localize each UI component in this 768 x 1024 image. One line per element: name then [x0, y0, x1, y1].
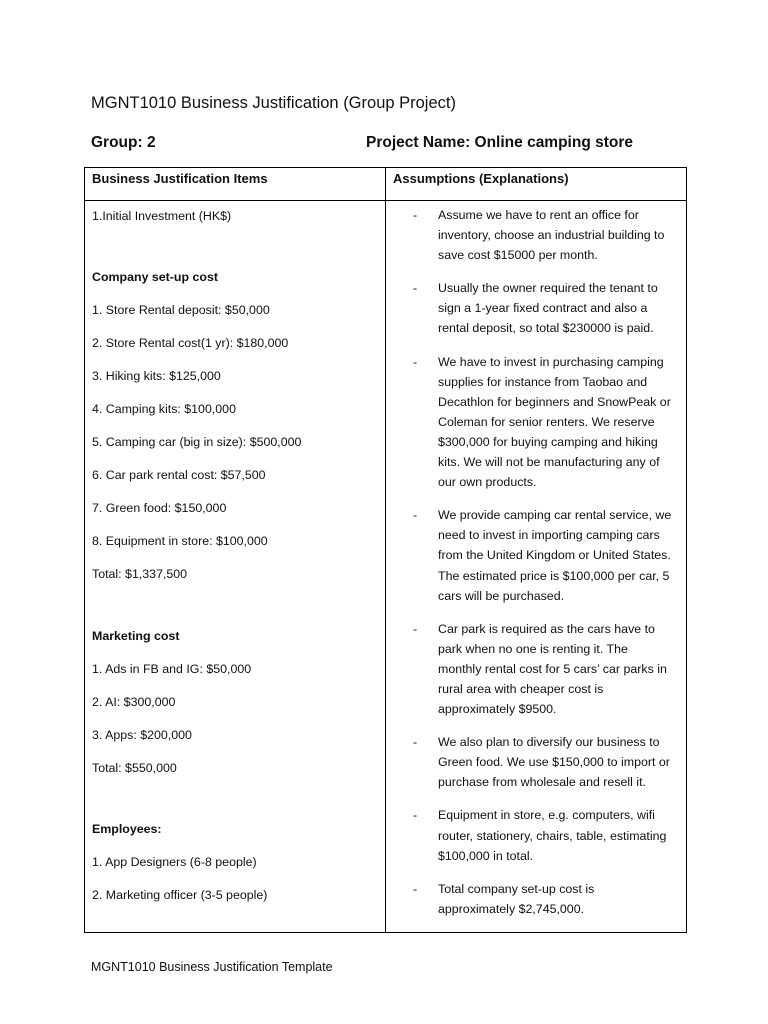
assumption-line: monthly rental cost for 5 cars’ car parks in [438, 661, 667, 676]
bullet-dash: - [413, 508, 418, 523]
list-item: 1. Ads in FB and IG: $50,000 [92, 661, 252, 676]
assumption-line: router, stationery, chairs, table, estimating [438, 828, 667, 843]
assumption-line: kits. We will not be manufacturing any of [438, 455, 660, 470]
section-heading: Marketing cost [92, 628, 180, 643]
bullet-dash: - [413, 281, 418, 296]
bullet-dash: - [413, 881, 418, 896]
section-heading: Employees: [92, 822, 162, 837]
bullet-dash: - [413, 808, 418, 823]
assumption-item [386, 278, 686, 338]
list-item: 8. Equipment in store: $100,000 [92, 534, 268, 549]
list-item: 1. App Designers (6-8 people) [92, 855, 257, 870]
assumption-line: purchase from wholesale and resell it. [438, 775, 646, 790]
assumption-item [386, 205, 686, 265]
document-title: MGNT1010 Business Justification (Group Project) [91, 94, 456, 112]
bullet-dash: - [413, 621, 418, 636]
assumption-item [386, 732, 686, 792]
assumption-line: supplies for instance from Taobao and [438, 374, 648, 389]
header-items [85, 168, 386, 201]
assumption-line: cars will be purchased. [438, 588, 565, 603]
assumption-line: $100,000 in total. [438, 848, 534, 863]
assumption-line: from the United Kingdom or United States. [438, 548, 671, 563]
assumption-line: sign a 1-year fixed contract and also a [438, 301, 648, 316]
list-item: 3. Hiking kits: $125,000 [92, 369, 221, 384]
list-item: 1.Initial Investment (HK$) [92, 209, 232, 223]
bullet-dash: - [413, 735, 418, 750]
assumption-line: rental deposit, so total $230000 is paid. [438, 321, 654, 336]
assumption-line: need to invest in importing camping cars [438, 528, 660, 543]
assumption-line: Green food. We use $150,000 to import or [438, 755, 670, 770]
assumption-item [386, 879, 686, 919]
assumption-item [386, 505, 686, 605]
assumption-item [386, 352, 686, 493]
project-name-label: Project Name: Online camping store [366, 134, 634, 151]
assumption-line: Equipment in store, e.g. computers, wifi [438, 808, 655, 823]
assumption-line: Total company set-up cost is [438, 881, 595, 896]
assumption-line: We provide camping car rental service, we [438, 508, 672, 523]
business-justification-table [84, 167, 687, 933]
bullet-dash: - [413, 208, 418, 222]
assumption-line: Coleman for senior renters. We reserve [438, 414, 655, 429]
assumption-line: our own products. [438, 475, 537, 490]
assumptions-cell [386, 201, 687, 933]
header-assumptions [386, 168, 687, 201]
section-heading: Company set-up cost [92, 270, 218, 285]
table-body-row [85, 201, 687, 933]
list-item: 2. AI: $300,000 [92, 694, 176, 709]
assumption-line: We also plan to diversify our business to [438, 735, 660, 750]
group-label: Group: 2 [91, 134, 156, 151]
assumption-line: Assume we have to rent an office for [438, 208, 639, 222]
list-item: 6. Car park rental cost: $57,500 [92, 468, 266, 483]
assumption-item [386, 805, 686, 865]
list-item: Total: $1,337,500 [92, 567, 188, 582]
list-item: Total: $550,000 [92, 760, 177, 775]
assumption-line: Car park is required as the cars have to [438, 621, 655, 636]
assumption-item [386, 619, 686, 719]
assumption-line: save cost $15000 per month. [438, 248, 598, 263]
justification-items-cell [85, 201, 386, 933]
list-item: 2. Marketing officer (3-5 people) [92, 888, 268, 903]
list-item: 3. Apps: $200,000 [92, 727, 192, 742]
header-assumptions-label: Assumptions (Explanations) [393, 171, 569, 186]
assumption-line: Usually the owner required the tenant to [438, 281, 658, 296]
header-items-label: Business Justification Items [92, 171, 268, 186]
assumption-line: inventory, choose an industrial building to [438, 228, 665, 243]
assumptions-list [386, 205, 686, 919]
assumption-line: approximately $9500. [438, 702, 557, 717]
list-item: 2. Store Rental cost(1 yr): $180,000 [92, 336, 289, 351]
list-item: 1. Store Rental deposit: $50,000 [92, 303, 270, 318]
assumption-line: Decathlon for beginners and SnowPeak or [438, 394, 671, 409]
bullet-dash: - [413, 354, 418, 369]
assumption-line: The estimated price is $100,000 per car, 5 [438, 568, 670, 583]
assumption-line: park when no one is renting it. The [438, 641, 628, 656]
list-item: 5. Camping car (big in size): $500,000 [92, 435, 302, 450]
table-header-row [85, 168, 687, 201]
page-footer: MGNT1010 Business Justification Template [91, 960, 333, 974]
list-item: 4. Camping kits: $100,000 [92, 402, 236, 417]
list-item: 7. Green food: $150,000 [92, 501, 227, 516]
assumption-line: We have to invest in purchasing camping [438, 354, 664, 369]
assumption-line: approximately $2,745,000. [438, 901, 585, 916]
assumption-line: $300,000 for buying camping and hiking [438, 434, 658, 449]
assumption-line: rural area with cheaper cost is [438, 681, 604, 696]
